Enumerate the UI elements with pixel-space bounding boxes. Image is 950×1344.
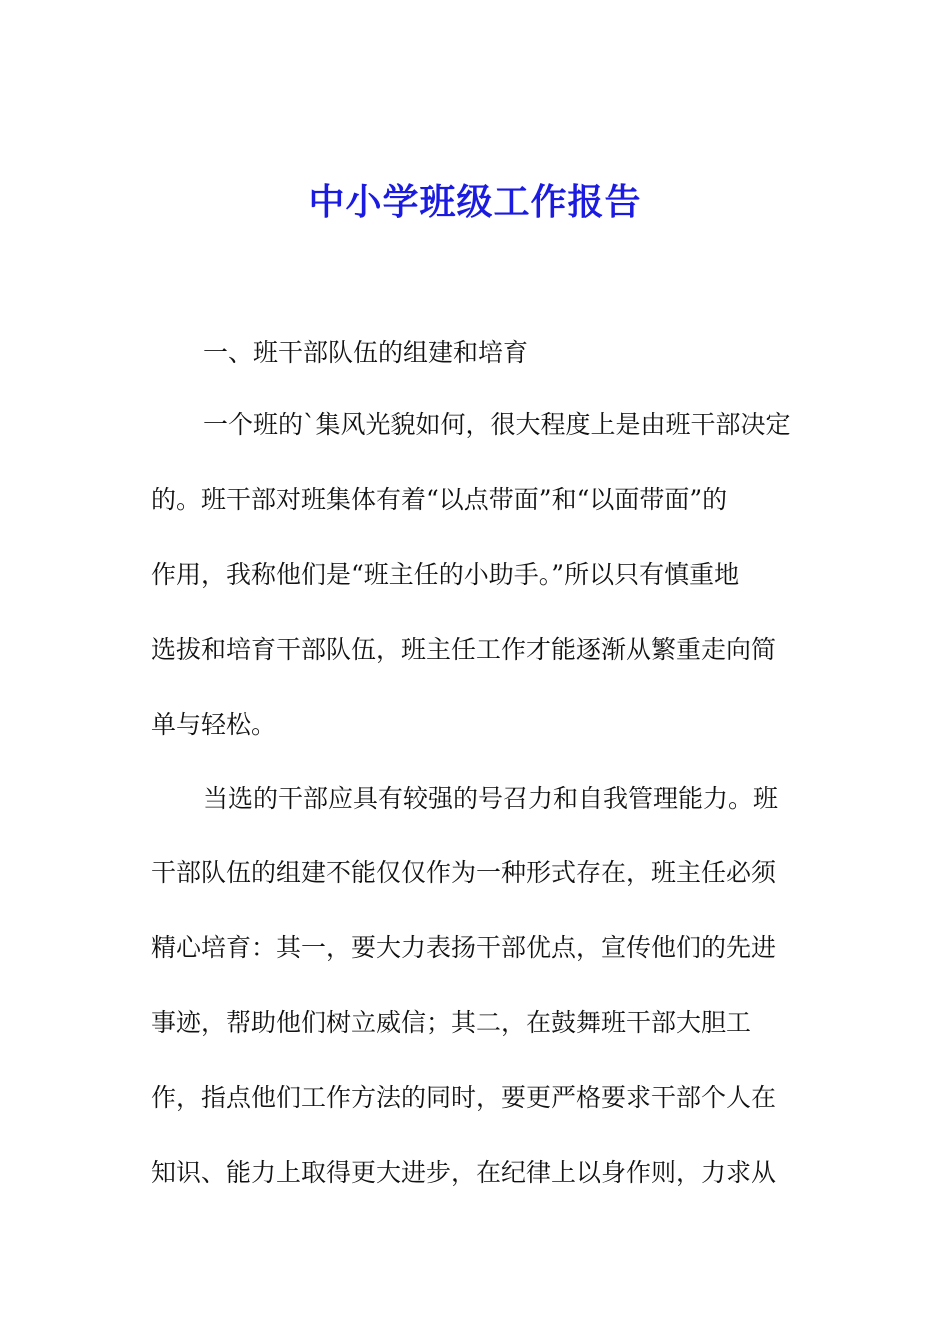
paragraph-line: 选拔和培育干部队伍，班主任工作才能逐渐从繁重走向简: [151, 635, 777, 664]
paragraph-line: 精心培育：其一，要大力表扬干部优点，宣传他们的先进: [151, 933, 777, 962]
paragraph-line: 干部队伍的组建不能仅仅作为一种形式存在，班主任必须: [151, 858, 777, 887]
paragraph-line: 事迹，帮助他们树立威信；其二，在鼓舞班干部大胆工: [151, 1008, 752, 1037]
section-heading: 一、班干部队伍的组建和培育: [203, 338, 529, 367]
paragraph-line: 作用，我称他们是“班主任的小助手。”所以只有慎重地: [151, 560, 740, 589]
document-title: 中小学班级工作报告: [308, 182, 642, 223]
paragraph-line: 的。班干部对班集体有着“以点带面”和“以面带面”的: [151, 485, 728, 514]
paragraph-line: 一个班的`集风光貌如何，很大程度上是由班干部决定: [203, 410, 791, 439]
paragraph-line: 当选的干部应具有较强的号召力和自我管理能力。班: [203, 784, 779, 813]
paragraph-line: 作，指点他们工作方法的同时，要更严格要求干部个人在: [151, 1083, 777, 1112]
paragraph-line: 单与轻松。: [151, 710, 277, 739]
paragraph-line: 知识、能力上取得更大进步，在纪律上以身作则，力求从: [151, 1158, 777, 1187]
